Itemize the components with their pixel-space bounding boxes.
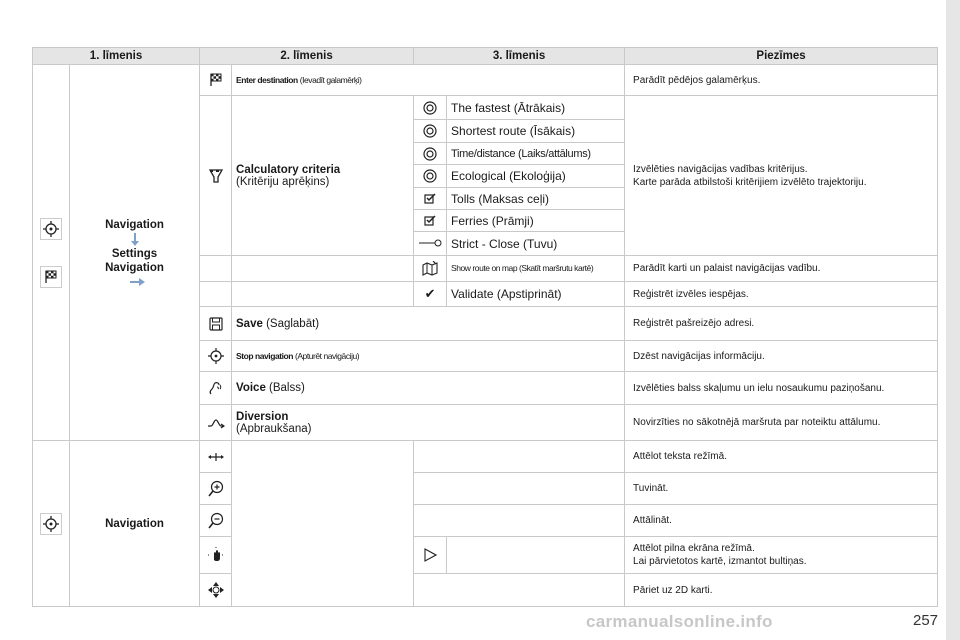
stop-navigation-icon[interactable] (200, 341, 232, 372)
level2-title: Navigation (105, 517, 164, 530)
play-icon[interactable] (414, 537, 447, 574)
save-icon[interactable] (200, 307, 232, 341)
level1-cell (33, 441, 70, 607)
show-route-note: Parādīt karti un palaist navigācijas vadību. (625, 256, 938, 282)
zoom-out-icon[interactable] (200, 505, 232, 537)
target-icon[interactable] (33, 218, 69, 240)
diversion-note: Novirzīties no sākotnējā maršruta par noteiktu attālumu. (625, 405, 938, 441)
radio-icon[interactable] (414, 143, 447, 165)
checkbox-icon[interactable] (414, 210, 447, 232)
table-row (33, 65, 938, 96)
level2-sub2: Navigation (105, 262, 164, 274)
header-notes: Piezīmes (625, 48, 938, 65)
option-time-distance[interactable]: Time/distance (Laiks/attālums) (447, 143, 625, 165)
diversion-cell[interactable]: Diversion (Apbraukšana) (232, 405, 625, 441)
diversion-icon[interactable] (200, 405, 232, 441)
table-row (33, 441, 938, 473)
level2-sub1: Settings (111, 248, 158, 260)
enter-destination-label: Enter destination (Ievadīt galamērķi) (236, 74, 362, 85)
calculatory-criteria-note: Izvēlēties navigācijas vadības kritērijus. Karte parāda atbilstoši kritērijiem izvēlēto trajektoriju. (625, 96, 938, 256)
level2-cell (70, 441, 200, 607)
enter-destination-note: Parādīt pēdējos galamērķus. (625, 65, 938, 96)
map-2d-note: Pāriet uz 2D karti. (625, 574, 938, 607)
criteria-flag-icon[interactable] (200, 96, 232, 256)
option-ecological[interactable]: Ecological (Ekoloģija) (447, 165, 625, 188)
fullscreen-note: Attēlot pilna ekrāna režīmā. Lai pārvietotos kartē, izmantot bultiņas. (625, 537, 938, 574)
flag-icon[interactable] (33, 266, 69, 288)
radio-icon[interactable] (414, 165, 447, 188)
check-icon[interactable]: ✔ (414, 282, 447, 307)
radio-icon[interactable] (414, 96, 447, 120)
map-2d-icon[interactable] (200, 574, 232, 607)
validate-note: Reģistrēt izvēles iespējas. (625, 282, 938, 307)
flag-icon[interactable] (200, 65, 232, 96)
pan-hand-icon[interactable] (200, 537, 232, 574)
header-level1: 1. līmenis (33, 48, 200, 65)
save-cell[interactable]: Save (Saglabāt) (232, 307, 625, 341)
level2-title: Navigation (105, 219, 164, 231)
option-ferries[interactable]: Ferries (Prāmji) (447, 210, 625, 232)
zoom-in-icon[interactable] (200, 473, 232, 505)
option-strict-close[interactable]: Strict - Close (Tuvu) (447, 232, 625, 256)
text-mode-note: Attēlot teksta režīmā. (625, 441, 938, 473)
radio-icon[interactable] (414, 120, 447, 143)
option-shortest[interactable]: Shortest route (Īsākais) (447, 120, 625, 143)
slider-icon[interactable] (414, 232, 447, 256)
page-number: 257 (913, 612, 939, 629)
voice-cell[interactable]: Voice (Balss) (232, 372, 625, 405)
calculatory-criteria-cell[interactable] (232, 96, 414, 256)
arrow-down-icon (130, 233, 140, 247)
move-arrows-icon[interactable] (200, 441, 232, 473)
header-level3: 3. līmenis (414, 48, 625, 65)
calculatory-criteria-subtitle: (Kritēriju aprēķins) (236, 175, 330, 188)
validate-cell[interactable]: Validate (Apstiprināt) (447, 282, 625, 307)
map-route-icon[interactable] (414, 256, 447, 282)
zoom-in-note: Tuvināt. (625, 473, 938, 505)
watermark: carmanualsonline.info (586, 612, 773, 631)
zoom-out-note: Attālināt. (625, 505, 938, 537)
voice-icon[interactable] (200, 372, 232, 405)
voice-note: Izvēlēties balss skaļumu un ielu nosaukumu paziņošanu. (625, 372, 938, 405)
table-header-row (33, 48, 938, 65)
header-level2: 2. līmenis (200, 48, 414, 65)
option-fastest[interactable]: The fastest (Ātrākais) (447, 96, 625, 120)
show-route-cell[interactable]: Show route on map (Skatīt maršrutu kartē) (447, 256, 625, 282)
right-edge-strip (946, 0, 960, 640)
stop-navigation-cell[interactable]: Stop navigation (Apturēt navigāciju) (232, 341, 625, 372)
level2-cell (70, 65, 200, 441)
calculatory-criteria-title: Calculatory criteria (236, 163, 341, 176)
menu-table (32, 47, 938, 607)
level1-cell (33, 65, 70, 441)
checkbox-icon[interactable] (414, 188, 447, 210)
stop-navigation-note: Dzēst navigācijas informāciju. (625, 341, 938, 372)
arrow-right-icon (130, 277, 146, 287)
option-tolls[interactable]: Tolls (Maksas ceļi) (447, 188, 625, 210)
enter-destination-cell[interactable] (232, 65, 625, 96)
save-note: Reģistrēt pašreizējo adresi. (625, 307, 938, 341)
target-icon[interactable] (33, 513, 69, 535)
